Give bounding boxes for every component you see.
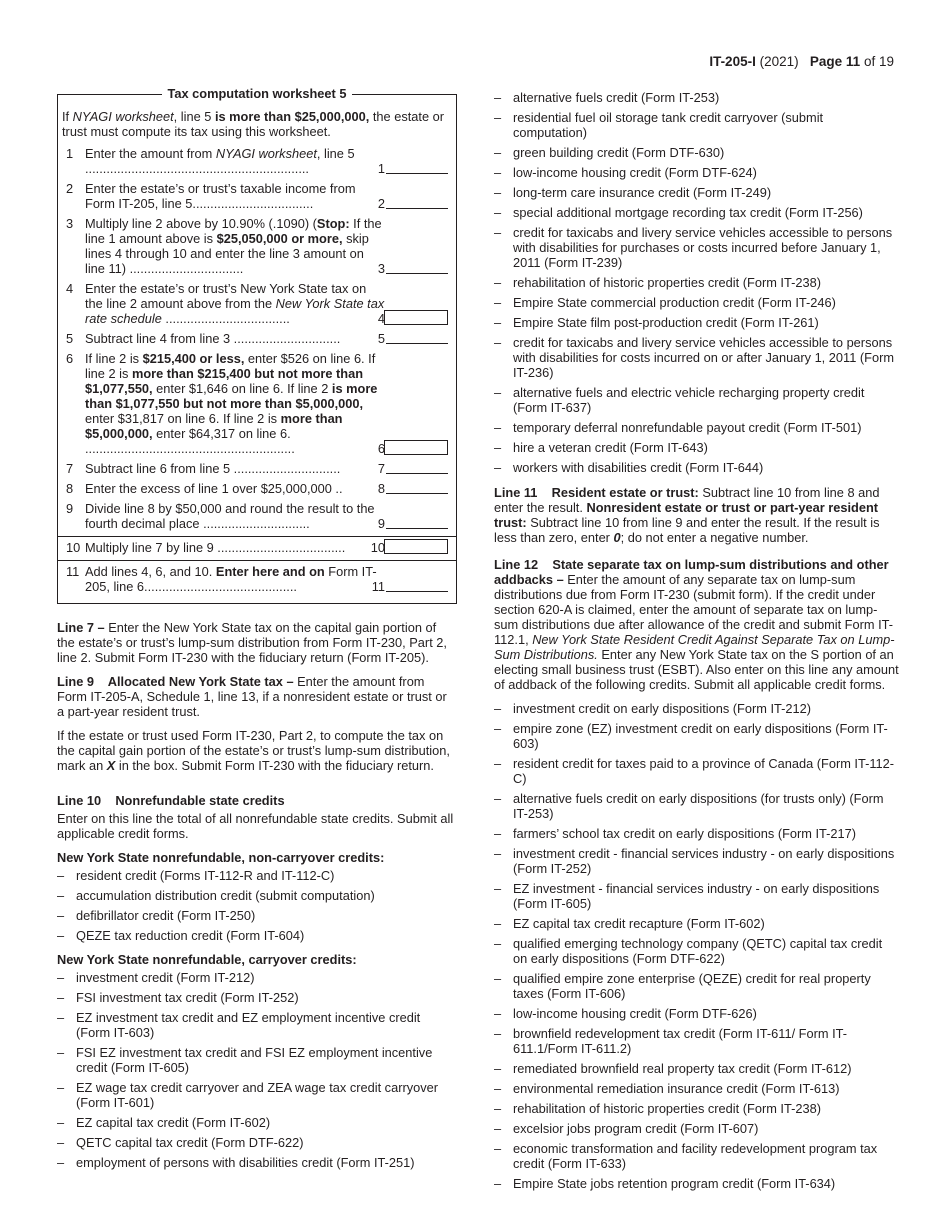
- amount-field[interactable]: [386, 493, 448, 494]
- page-header: [709, 54, 894, 69]
- worksheet-line: [62, 146, 452, 176]
- line12-instructions: Line 12 State separate tax on lump-sum distributions and other addbacks – Enter the amount of any separate tax on lump-sum distributions due from Form IT-230 (submit form). If the credit under section 620-A is claimed, enter the amount of separate tax on lump-sum distributions due after allowance of the credit and submit Form IT-112.1, New York State Resident Credit Against Separate Tax on Lump-Sum Distributions. Enter any New York State tax on the S portion of an electing small business trust (ESBT). Also enter on this line any amount of addback of the following credits. Submit all applicable credit forms.: [494, 557, 899, 692]
- line-ref: 11: [371, 579, 385, 594]
- line-number: 5: [66, 331, 74, 346]
- addback-credit-list: [494, 701, 899, 1191]
- line-text: Enter the estate’s or trust’s New York State tax on the line 2 amount above from the New York State tax rate schedule ...................................: [85, 281, 385, 326]
- line9-capital-gain-note: If the estate or trust used Form IT-230, Part 2, to compute the tax on the capital gain portion of the estate’s or trust’s lump-sum distribution, mark an X in the box. Submit Form IT-230 with the fiduciary return.: [57, 728, 450, 773]
- line-text: Subtract line 6 from line 5 ..............................: [85, 461, 341, 476]
- carryover-heading: New York State nonrefundable, carryover credits:: [57, 952, 357, 967]
- line-text: Enter the amount from NYAGI worksheet, line 5 ...............................................................: [85, 146, 355, 176]
- line10-text: Enter on this line the total of all nonrefundable state credits. Submit all applicable credit forms.: [57, 811, 454, 841]
- worksheet-line: [62, 181, 452, 211]
- line-text: Divide line 8 by $50,000 and round the result to the fourth decimal place ..............................: [85, 501, 375, 531]
- worksheet-lines: [62, 146, 452, 594]
- page-total: of 19: [863, 54, 894, 69]
- list-item: – investment credit (Form IT-212): [57, 970, 457, 985]
- line-text: Multiply line 2 above by 10.90% (.1090) (Stop: If the line 1 amount above is $25,050,000 or more, skip lines 4 through 10 and enter the line 3 amount on line 11) ................................: [85, 216, 382, 276]
- form-id: IT-205-I: [709, 54, 756, 69]
- line-number: 3: [66, 216, 74, 231]
- amount-field[interactable]: [386, 208, 448, 209]
- right-column: [494, 90, 899, 1198]
- line9-instructions: Line 9 Allocated New York State tax – Enter the amount from Form IT-205-A, Schedule 1, line 13, if a nonresident estate or trust or a part-year resident trust.: [57, 674, 447, 719]
- form-year: (2021): [759, 54, 799, 69]
- list-item: – investment credit on early dispositions (Form IT-212): [494, 701, 899, 716]
- worksheet-line: [62, 216, 452, 276]
- line-number: 6: [66, 351, 74, 366]
- list-item: – excelsior jobs program credit (Form IT-607): [494, 1121, 899, 1136]
- line-text: Multiply line 7 by line 9 ....................................: [85, 540, 346, 555]
- amount-field[interactable]: [386, 273, 448, 274]
- list-item: – hire a veteran credit (Form IT-643): [494, 440, 899, 455]
- list-item: – brownfield redevelopment tax credit (Form IT-611/ Form IT-611.1/Form IT-611.2): [494, 1026, 899, 1056]
- list-item: – QEZE tax reduction credit (Form IT-604): [57, 928, 457, 943]
- list-item: – environmental remediation insurance credit (Form IT-613): [494, 1081, 899, 1096]
- line-number: 10: [66, 540, 81, 555]
- list-item: – Empire State commercial production credit (Form IT-246): [494, 295, 899, 310]
- amount-field[interactable]: [384, 440, 448, 455]
- list-item: – EZ capital tax credit recapture (Form IT-602): [494, 916, 899, 931]
- worksheet-line: [62, 501, 452, 531]
- list-item: – defibrillator credit (Form IT-250): [57, 908, 457, 923]
- list-item: – FSI investment tax credit (Form IT-252): [57, 990, 457, 1005]
- worksheet-intro: If NYAGI worksheet, line 5 is more than $25,000,000, the estate or trust must compute its tax using this worksheet.: [62, 109, 445, 139]
- amount-field[interactable]: [384, 310, 448, 325]
- line-text: Add lines 4, 6, and 10. Enter here and on Form IT-205, line 6...........................................: [85, 564, 377, 594]
- list-item: – QETC capital tax credit (Form DTF-622): [57, 1135, 457, 1150]
- carryover-credit-list-continued: [494, 90, 899, 475]
- list-item: – residential fuel oil storage tank credit carryover (submit computation): [494, 110, 899, 140]
- worksheet-title: Tax computation worksheet 5: [162, 86, 353, 101]
- list-item: – accumulation distribution credit (submit computation): [57, 888, 457, 903]
- list-item: – temporary deferral nonrefundable payout credit (Form IT-501): [494, 420, 899, 435]
- line11-instructions: Line 11 Resident estate or trust: Subtract line 10 from line 8 and enter the result. Nonresident estate or trust or part-year resident trust: Subtract line 10 from line 9 and enter the result. If the result is less than zero, enter 0; do not enter a negative number.: [494, 485, 880, 545]
- worksheet-line: [58, 536, 456, 555]
- worksheet-line: [58, 560, 456, 594]
- line-ref: 8: [377, 481, 385, 496]
- list-item: – qualified emerging technology company (QETC) capital tax credit on early dispositions (Form DTF-622): [494, 936, 899, 966]
- amount-field[interactable]: [386, 528, 448, 529]
- list-item: – low-income housing credit (Form DTF-626): [494, 1006, 899, 1021]
- list-item: – economic transformation and facility redevelopment program tax credit (Form IT-633): [494, 1141, 899, 1171]
- list-item: – investment credit - financial services industry - on early dispositions (Form IT-252): [494, 846, 899, 876]
- line-text: Enter the excess of line 1 over $25,000,000 ..: [85, 481, 343, 496]
- list-item: – low-income housing credit (Form DTF-624): [494, 165, 899, 180]
- line-number: 8: [66, 481, 74, 496]
- worksheet-line: [62, 461, 452, 476]
- line-number: 11: [66, 564, 80, 579]
- line7-instructions: Line 7 – Enter the New York State tax on the capital gain portion of the estate’s or trust’s lump-sum distribution from Form IT-230, Part 2, line 2. Submit Form IT-230 with the fiduciary return (Form IT-205).: [57, 620, 447, 665]
- list-item: – credit for taxicabs and livery service vehicles accessible to persons with disabilities for costs incurred on or after January 1, 2011 (Form IT-236): [494, 335, 899, 380]
- line-ref: 7: [377, 461, 385, 476]
- line-ref: 3: [377, 261, 385, 276]
- list-item: – Empire State film post-production credit (Form IT-261): [494, 315, 899, 330]
- list-item: – special additional mortgage recording tax credit (Form IT-256): [494, 205, 899, 220]
- list-item: – rehabilitation of historic properties credit (Form IT-238): [494, 275, 899, 290]
- list-item: – farmers’ school tax credit on early dispositions (Form IT-217): [494, 826, 899, 841]
- list-item: – resident credit for taxes paid to a province of Canada (Form IT-112-C): [494, 756, 899, 786]
- worksheet-line: [62, 331, 452, 346]
- line-ref: 2: [377, 196, 385, 211]
- line-number: 2: [66, 181, 74, 196]
- list-item: – employment of persons with disabilities credit (Form IT-251): [57, 1155, 457, 1170]
- list-item: – qualified empire zone enterprise (QEZE) credit for real property taxes (Form IT-606): [494, 971, 899, 1001]
- line-ref: 4: [377, 311, 385, 326]
- list-item: – Empire State jobs retention program credit (Form IT-634): [494, 1176, 899, 1191]
- line-text: If line 2 is $215,400 or less, enter $526 on line 6. If line 2 is more than $215,400 but not more than $1,077,550, enter $1,646 on line 6. If line 2 is more than $1,077,550 but not more than $5,000,000, enter $31,817 on line 6. If line 2 is more than $5,000,000, enter $64,317 on line 6. ...........................................................: [85, 351, 378, 456]
- list-item: – alternative fuels credit (Form IT-253): [494, 90, 899, 105]
- list-item: – credit for taxicabs and livery service vehicles accessible to persons with disabilities for purchases or costs incurred before January 1, 2011 (Form IT-239): [494, 225, 899, 270]
- line-number: 1: [66, 146, 74, 161]
- list-item: – resident credit (Forms IT-112-R and IT-112-C): [57, 868, 457, 883]
- list-item: – alternative fuels credit on early dispositions (for trusts only) (Form IT-253): [494, 791, 899, 821]
- list-item: – workers with disabilities credit (Form IT-644): [494, 460, 899, 475]
- amount-field[interactable]: [386, 591, 448, 592]
- line-ref: 10: [370, 540, 385, 555]
- worksheet-line: [62, 281, 452, 326]
- line-text: Subtract line 4 from line 3 ..............................: [85, 331, 341, 346]
- list-item: – remediated brownfield real property tax credit (Form IT-612): [494, 1061, 899, 1076]
- line-ref: 9: [377, 516, 385, 531]
- worksheet-line: [62, 351, 452, 456]
- line-ref: 1: [377, 161, 385, 176]
- list-item: – green building credit (Form DTF-630): [494, 145, 899, 160]
- worksheet-line: [62, 481, 452, 496]
- noncarryover-credit-list: [57, 868, 457, 943]
- line10-heading: Line 10 Nonrefundable state credits: [57, 793, 285, 808]
- line-number: 9: [66, 501, 74, 516]
- list-item: – long-term care insurance credit (Form IT-249): [494, 185, 899, 200]
- line-number: 4: [66, 281, 74, 296]
- line-text: Enter the estate’s or trust’s taxable income from Form IT-205, line 5..................................: [85, 181, 356, 211]
- amount-field[interactable]: [386, 343, 448, 344]
- list-item: – empire zone (EZ) investment credit on early dispositions (Form IT-603): [494, 721, 899, 751]
- list-item: – EZ wage tax credit carryover and ZEA wage tax credit carryover (Form IT-601): [57, 1080, 457, 1110]
- amount-field[interactable]: [386, 473, 448, 474]
- line-number: 7: [66, 461, 74, 476]
- list-item: – rehabilitation of historic properties credit (Form IT-238): [494, 1101, 899, 1116]
- list-item: – alternative fuels and electric vehicle recharging property credit (Form IT-637): [494, 385, 899, 415]
- amount-field[interactable]: [384, 539, 448, 554]
- amount-field[interactable]: [386, 173, 448, 174]
- line-ref: 5: [377, 331, 385, 346]
- list-item: – EZ investment - financial services industry - on early dispositions (Form IT-605): [494, 881, 899, 911]
- list-item: – EZ capital tax credit (Form IT-602): [57, 1115, 457, 1130]
- page-number: Page 11: [809, 54, 861, 69]
- list-item: – FSI EZ investment tax credit and FSI EZ employment incentive credit (Form IT-605): [57, 1045, 457, 1075]
- left-column: [57, 86, 457, 1177]
- line-ref: 6: [377, 441, 385, 456]
- noncarryover-heading: New York State nonrefundable, non-carryover credits:: [57, 850, 385, 865]
- tax-computation-worksheet: [57, 86, 457, 604]
- list-item: – EZ investment tax credit and EZ employment incentive credit (Form IT-603): [57, 1010, 457, 1040]
- carryover-credit-list: [57, 970, 457, 1170]
